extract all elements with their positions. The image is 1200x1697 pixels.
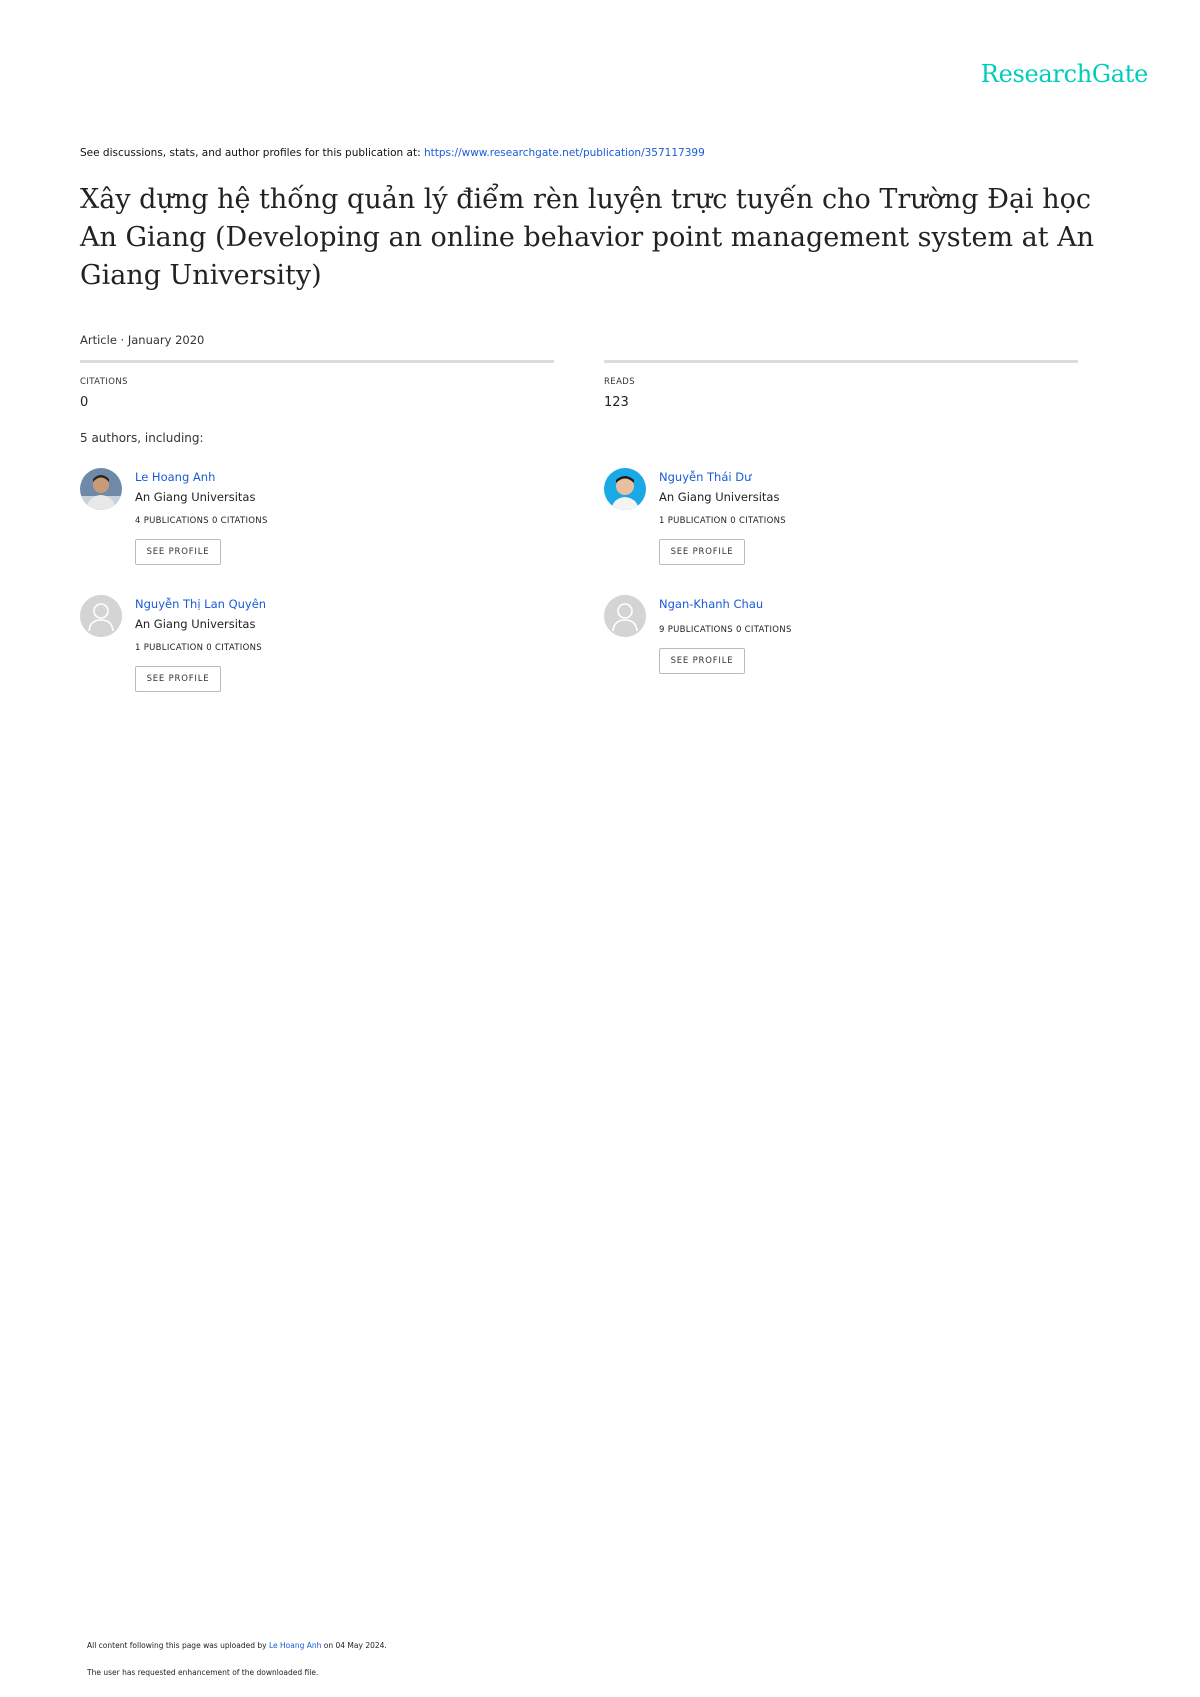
author-avatar[interactable] [604, 468, 646, 510]
uploaded-prefix: All content following this page was uploaded by [87, 1641, 267, 1650]
researchgate-logo[interactable]: ResearchGate [980, 60, 1148, 88]
see-profile-button[interactable]: SEE PROFILE [135, 539, 221, 565]
author-stats: 4 PUBLICATIONS 0 CITATIONS [135, 516, 268, 526]
author-card [604, 468, 1104, 578]
author-card [604, 595, 1104, 705]
citations-value: 0 [80, 395, 89, 410]
author-name-link[interactable]: Ngan-Khanh Chau [659, 597, 764, 611]
see-profile-button[interactable]: SEE PROFILE [659, 648, 745, 674]
reads-stat [604, 360, 1078, 410]
uploaded-by-note [87, 1641, 387, 1650]
author-avatar[interactable] [80, 468, 122, 510]
author-affiliation: An Giang Universitas [659, 490, 780, 504]
author-name-link[interactable]: Nguyễn Thái Dư [659, 470, 752, 484]
author-card [80, 595, 580, 705]
see-profile-button[interactable]: SEE PROFILE [659, 539, 745, 565]
author-card [80, 468, 580, 578]
author-affiliation: An Giang Universitas [135, 490, 256, 504]
author-avatar[interactable] [80, 595, 122, 637]
author-stats: 9 PUBLICATIONS 0 CITATIONS [659, 625, 792, 635]
citations-label: CITATIONS [80, 377, 128, 387]
publication-url-link[interactable]: https://www.researchgate.net/publication/357117399 [423, 147, 705, 159]
see-discussions-text: See discussions, stats, and author profiles for this publication at: [80, 147, 421, 159]
publication-meta: Article · January 2020 [80, 333, 205, 347]
uploaded-suffix: on 04 May 2024. [323, 1641, 387, 1650]
avatar-photo-icon [80, 468, 122, 510]
authors-heading: 5 authors, including: [80, 431, 204, 445]
author-avatar[interactable] [604, 595, 646, 637]
reads-label: READS [604, 377, 636, 387]
citations-stat [80, 360, 554, 410]
reads-value: 123 [604, 395, 629, 410]
avatar-photo-icon [604, 468, 646, 510]
default-user-icon [80, 595, 122, 637]
see-profile-button[interactable]: SEE PROFILE [135, 666, 221, 692]
see-discussions-line [80, 147, 705, 159]
publication-title: Xây dựng hệ thống quản lý điểm rèn luyện trực tuyến cho Trường Đại học An Giang (Developing an online behavior point management system at An Giang University) [80, 184, 1095, 291]
author-stats: 1 PUBLICATION 0 CITATIONS [135, 643, 262, 653]
author-stats: 1 PUBLICATION 0 CITATIONS [659, 516, 786, 526]
author-name-link[interactable]: Nguyễn Thị Lan Quyên [135, 597, 267, 611]
author-name-link[interactable]: Le Hoang Anh [135, 470, 216, 484]
uploader-link[interactable]: Le Hoang Anh [268, 1641, 322, 1650]
author-affiliation: An Giang Universitas [135, 617, 256, 631]
default-user-icon [604, 595, 646, 637]
enhancement-note: The user has requested enhancement of the downloaded file. [87, 1668, 319, 1677]
